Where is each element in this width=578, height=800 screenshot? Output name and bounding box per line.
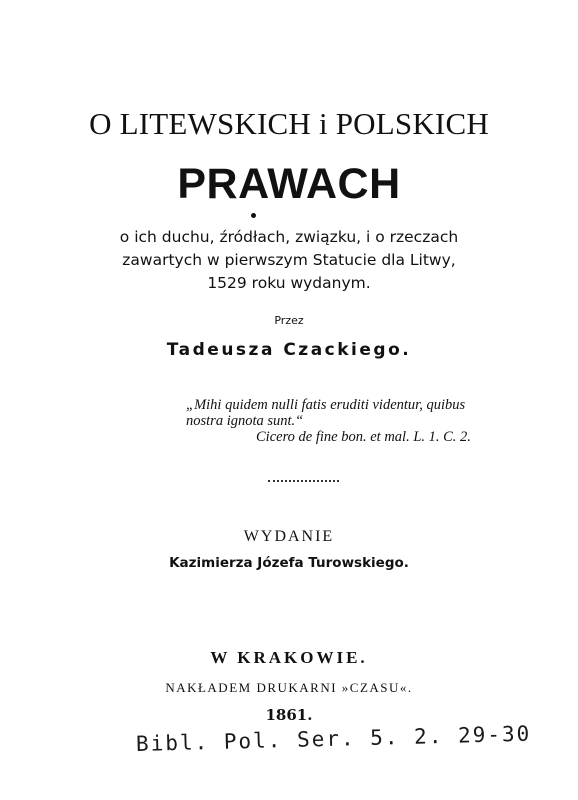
imprint-place: W KRAKOWIE. — [210, 648, 368, 667]
subtitle — [0, 226, 578, 295]
imprint-publisher: NAKŁADEM DRUKARNI »CZASU«. — [165, 680, 413, 695]
title-line-1: O LITEWSKICH i POLSKICH — [89, 106, 489, 141]
subtitle-line-2: zawartych w pierwszym Statucie dla Litwy, — [122, 251, 456, 269]
handwritten-shelfmark: Bibl. Pol. Ser. 5. 2. 29-30 — [135, 721, 532, 756]
subtitle-line-1: o ich duchu, źródłach, związku, i o rzeczach — [119, 228, 459, 246]
imprint-year: 1861. — [265, 706, 313, 724]
ornament-dot — [251, 213, 256, 218]
byline-przez: Przez — [274, 314, 304, 327]
editor-name: Kazimierza Józefa Turowskiego. — [169, 555, 409, 571]
author-name: Tadeusza Czackiego. — [166, 340, 412, 360]
title-line-2: PRAWACH — [177, 160, 401, 208]
motto — [186, 397, 516, 445]
divider-rule — [268, 480, 339, 482]
motto-line-2: nostra ignota sunt.“ — [186, 413, 304, 429]
motto-line-1: „Mihi quidem nulli fatis eruditi videntur, quibus — [186, 397, 466, 413]
subtitle-line-3: 1529 roku wydanym. — [207, 274, 371, 292]
motto-citation: Cicero de fine bon. et mal. L. 1. C. 2. — [256, 429, 471, 445]
edition-label: WYDANIE — [243, 528, 335, 545]
